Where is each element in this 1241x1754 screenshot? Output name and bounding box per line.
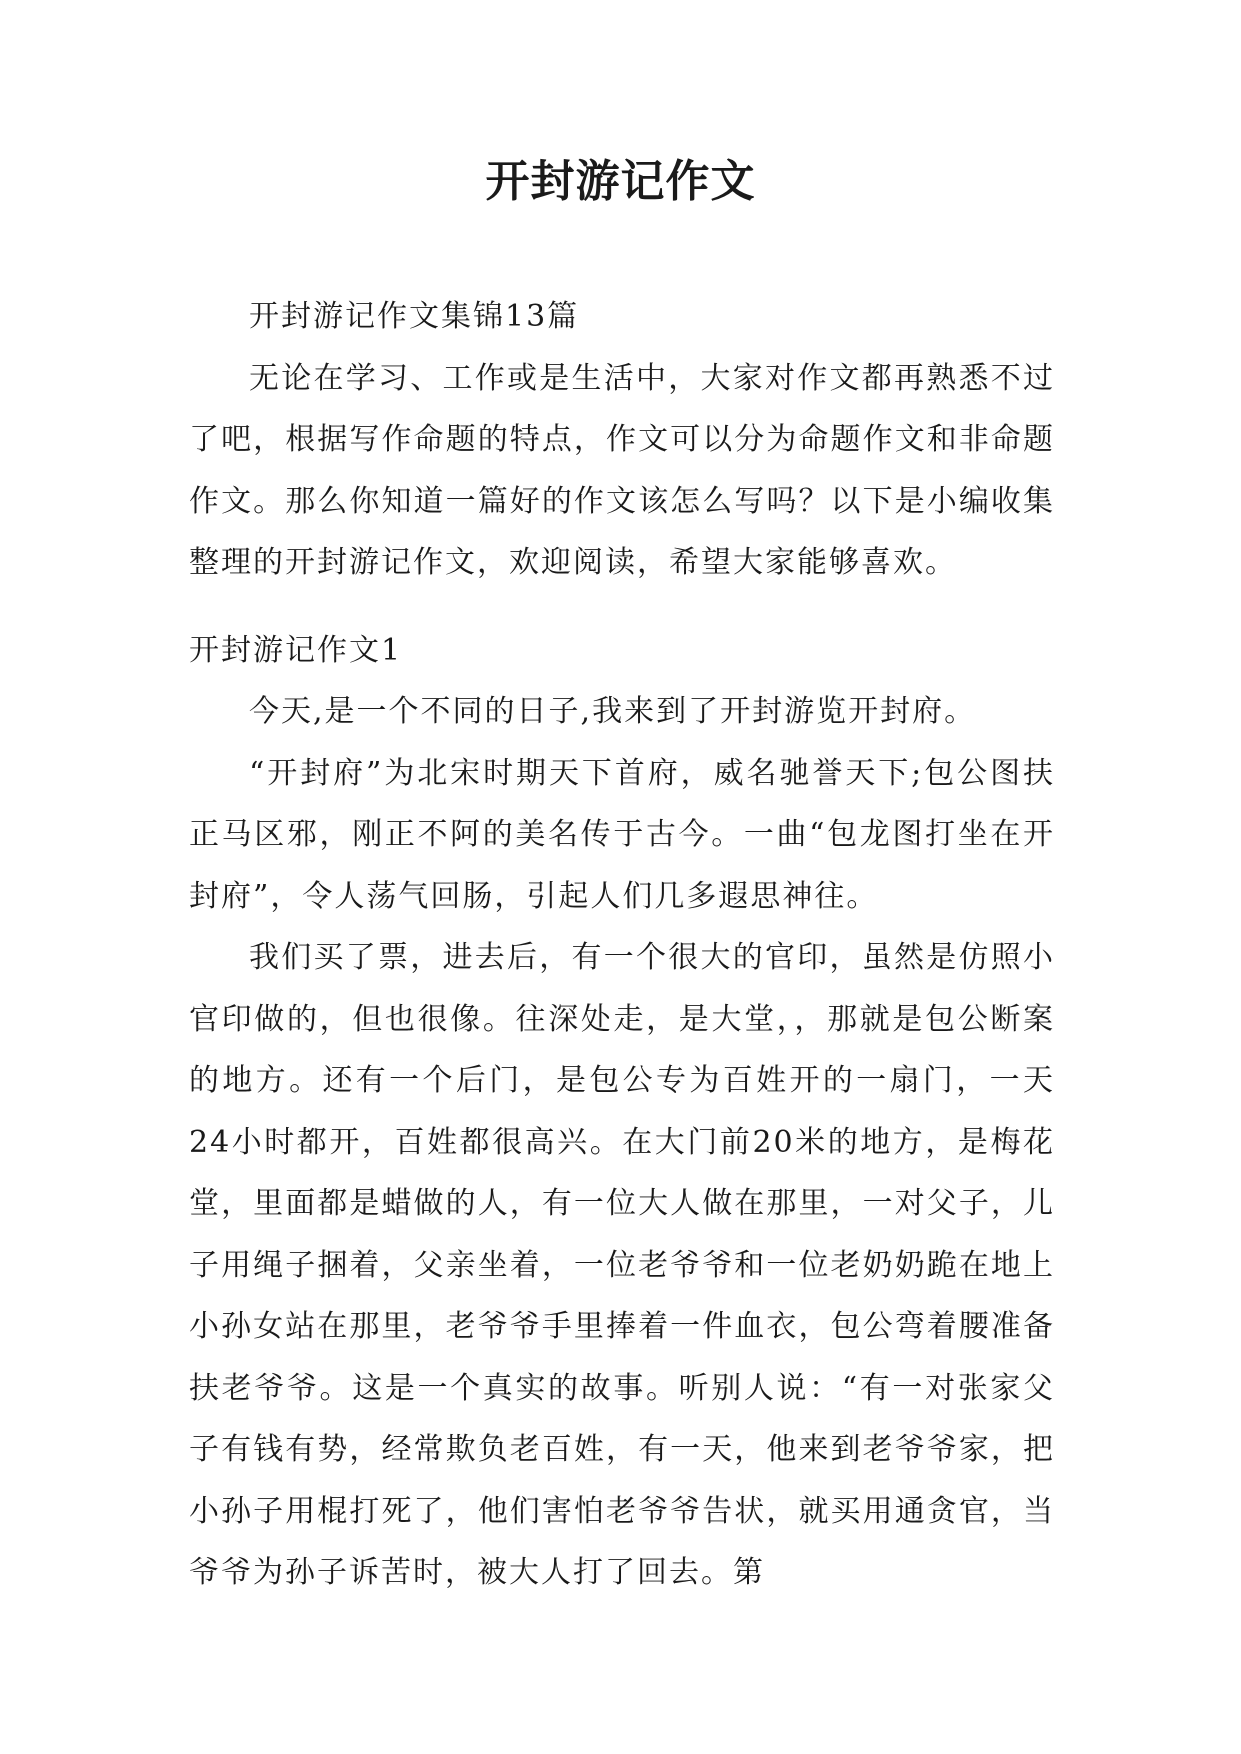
collection-subtitle: 开封游记作文集锦13篇 xyxy=(249,299,580,334)
body-paragraph: 我们买了票，进去后，有一个很大的官印，虽然是仿照小官印做的，但也很像。往深处走，是大堂，，那就是包公断案的地方。还有一个后门，是包公专为百姓开的一扇门，一天24小时都开，百姓都很高兴。在大门前20米的地方，是梅花堂，里面都是蜡做的人，有一位大人做在那里，一对父子，儿子用绳子捆着，父亲坐着，一位老爷爷和一位老奶奶跪在地上小孙女站在那里，老爷爷手里捧着一件血衣，包公弯着腰准备扶老爷爷。这是一个真实的故事。听别人说：“有一对张家父子有钱有势，经常欺负老百姓，有一天，他来到老爷爷家，把小孙子用棍打死了，他们害怕老爷爷告状，就买用通贪官，当爷爷为孙子诉苦时，被大人打了回去。第 xyxy=(189,940,1055,1590)
section-heading: 开封游记作文1 xyxy=(189,632,403,668)
intro-paragraph: 无论在学习、工作或是生活中，大家对作文都再熟悉不过了吧，根据写作命题的特点，作文可以分为命题作文和非命题作文。那么你知道一篇好的作文该怎么写吗？以下是小编收集整理的开封游记作文，欢迎阅读，希望大家能够喜欢。 xyxy=(189,360,1055,580)
body-paragraph: “开封府”为北宋时期天下首府，威名驰誉天下;包公图扶正马区邪，刚正不阿的美名传于古今。一曲“包龙图打坐在开封府”，令人荡气回肠，引起人们几多遐思神往。 xyxy=(189,755,1055,914)
body-paragraph: 今天,是一个不同的日子,我来到了开封游览开封府。 xyxy=(249,694,977,729)
section-spacer xyxy=(189,594,1055,620)
document-title: 开封游记作文 xyxy=(485,156,756,207)
document-body xyxy=(189,286,1055,1604)
